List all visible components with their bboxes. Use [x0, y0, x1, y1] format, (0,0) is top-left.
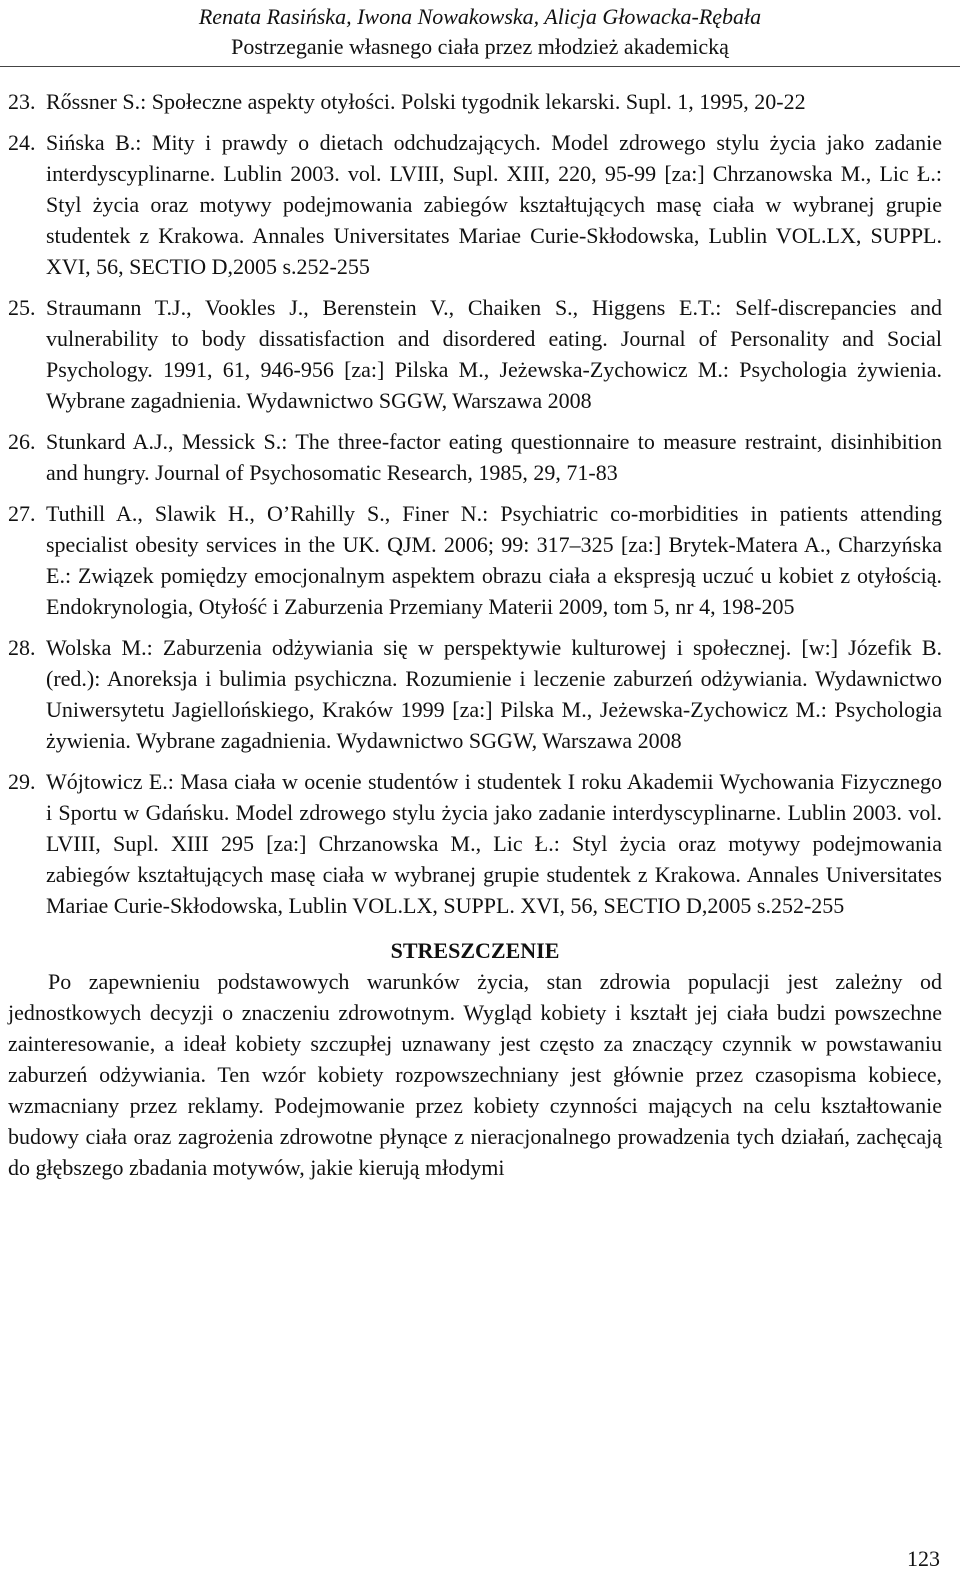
reference-text: Stunkard A.J., Messick S.: The three-factor eating questionnaire to measure restraint, disinhibition and hungry. Journal of Psychosomatic Research, 1985, 29, 71-83 [46, 429, 942, 485]
header-title: Postrzeganie własnego ciała przez młodzież akademicką [231, 34, 729, 59]
reference-item [8, 766, 942, 921]
reference-number: 25. [8, 295, 36, 320]
reference-text: Tuthill A., Slawik H., O’Rahilly S., Finer N.: Psychiatric co-morbidities in patients attending specialist obesity services in the UK. QJM. 2006; 99: 317–325 [za:] Brytek-Matera A., Charzyńska E.: Związek pomiędzy emocjonalnym aspektem obrazu ciała a ekspresją uczuć u kobiet z otyłością. Endokrynologia, Otyłość i Zaburzenia Przemiany Materii 2009, tom 5, nr 4, 198-205 [46, 501, 942, 619]
header-authors: Renata Rasińska, Iwona Nowakowska, Alicja Głowacka-Rębała [198, 4, 762, 29]
reference-number: 29. [8, 769, 36, 794]
reference-text: Wolska M.: Zaburzenia odżywiania się w perspektywie kulturowej i społecznej. [w:] Józefik B. (red.): Anoreksja i bulimia psychiczna. Rozumienie i leczenie zaburzeń odżywiania. Wydawnictwo Uniwersytetu Jagiellońskiego, Kraków 1999 [za:] Pilska M., Jeżewska-Zychowicz M.: Psychologia żywienia. Wybrane zagadnienia. Wydawnictwo SGGW, Warszawa 2008 [46, 635, 942, 753]
reference-text: Wójtowicz E.: Masa ciała w ocenie studentów i studentek I roku Akademii Wychowania Fizycznego i Sportu w Gdańsku. Model zdrowego stylu życia jako zadanie interdyscyplinarne. Lublin 2003. vol. LVIII, Supl. XIII 295 [za:] Chrzanowska M., Lic Ł.: Styl życia oraz motywy podejmowania zabiegów kształtujących masę ciała w wybranej grupie studentek z Krakowa. Annales Universitates Mariae Curie-Skłodowska, Lublin VOL.LX, SUPPL. XVI, 56, SECTIO D,2005 s.252-255 [46, 769, 942, 918]
reference-text: Rőssner S.: Społeczne aspekty otyłości. Polski tygodnik lekarski. Supl. 1, 1995, 20-22 [46, 89, 806, 114]
reference-item [8, 292, 942, 416]
reference-number: 26. [8, 429, 36, 454]
reference-text: Sińska B.: Mity i prawdy o dietach odchudzających. Model zdrowego stylu życia jako zadanie interdyscyplinarne. Lublin 2003. vol. LVIII, Supl. XIII, 220, 95-99 [za:] Chrzanowska M., Lic Ł.: Styl życia oraz motywy podejmowania zabiegów kształtujących masę ciała w wybranej grupie studentek z Krakowa. Annales Universitates Mariae Curie-Skłodowska, Lublin VOL.LX, SUPPL. XVI, 56, SECTIO D,2005 s.252-255 [46, 130, 942, 279]
reference-item [8, 498, 942, 622]
summary-heading: STRESZCZENIE [390, 938, 560, 963]
summary-text: Po zapewnieniu podstawowych warunków życia, stan zdrowia populacji jest zależny od jednostkowych decyzji o znaczeniu zdrowotnym. Wygląd kobiety i kształt jej ciała budzi powszechne zainteresowanie, a ideał kobiety szczupłej uznawany jest często za znaczący czynnik w powstawaniu zaburzeń odżywiania. Ten wzór kobiety rozpowszechniany jest głównie przez czasopisma kobiece, wzmacniany przez reklamy. Podejmowanie przez kobiety czynności mających na celu kształtowanie budowy ciała oraz zagrożenia zdrowotne płynące z nieracjonalnego prowadzenia tych działań, zachęcają do głębszego zbadania motywów, jakie kierują młodymi [8, 969, 942, 1180]
reference-number: 27. [8, 501, 36, 526]
page-number: 123 [907, 1546, 940, 1571]
reference-item [8, 632, 942, 756]
reference-text: Straumann T.J., Vookles J., Berenstein V., Chaiken S., Higgens E.T.: Self-discrepancies and vulnerability to body dissatisfaction and disordered eating. Journal of Personality and Social Psychology. 1991, 61, 946-956 [za:] Pilska M., Jeżewska-Zychowicz M.: Psychologia żywienia. Wybrane zagadnienia. Wydawnictwo SGGW, Warszawa 2008 [46, 295, 942, 413]
reference-number: 23. [8, 89, 36, 114]
reference-item [8, 426, 942, 488]
page-content [8, 86, 942, 1183]
reference-number: 28. [8, 635, 36, 660]
reference-item [8, 127, 942, 282]
reference-item [8, 86, 942, 117]
reference-number: 24. [8, 130, 36, 155]
running-header [0, 0, 960, 67]
